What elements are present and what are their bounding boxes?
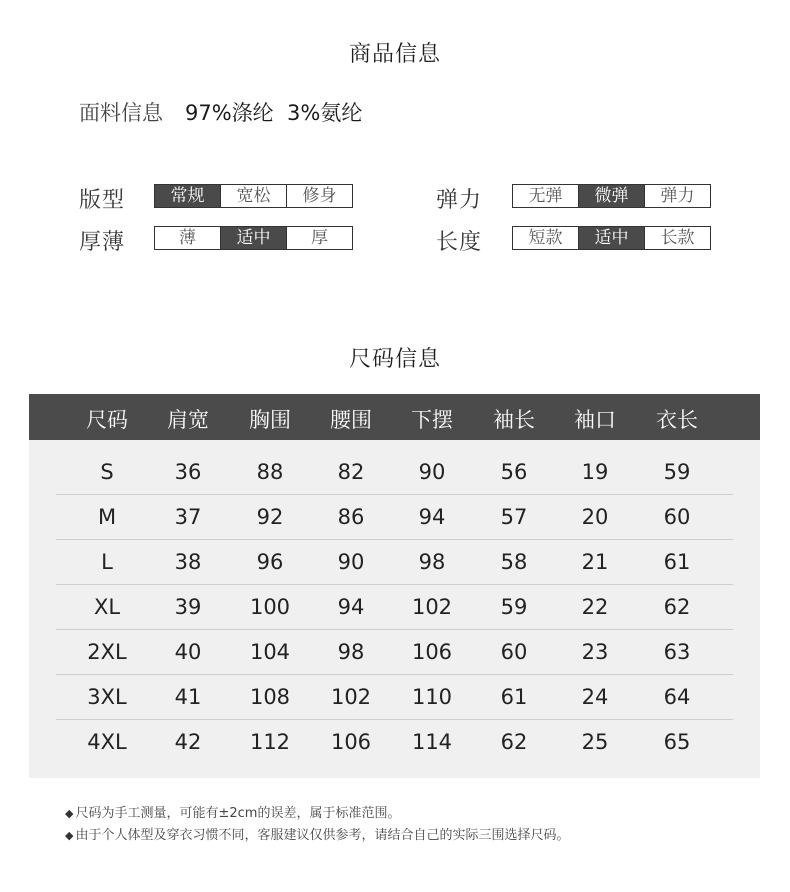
measurement-cell: 102 bbox=[330, 685, 372, 709]
measurement-cell: 20 bbox=[581, 505, 609, 529]
table-row bbox=[29, 585, 760, 630]
measurement-cell: 94 bbox=[418, 505, 446, 529]
table-row bbox=[29, 630, 760, 675]
elasticity-option-2: 微弹 bbox=[578, 185, 644, 207]
fabric-info bbox=[79, 97, 362, 127]
product-info-title: 商品信息 bbox=[348, 42, 441, 67]
measurement-cell: 94 bbox=[337, 595, 365, 619]
size-cell: 4XL bbox=[87, 730, 127, 754]
fit-option-3: 修身 bbox=[286, 185, 352, 207]
measurement-cell: 23 bbox=[581, 640, 609, 664]
header-cell: 腰围 bbox=[330, 408, 372, 432]
measurement-cell: 42 bbox=[174, 730, 202, 754]
measurement-cell: 110 bbox=[411, 685, 453, 709]
measurement-cell: 24 bbox=[581, 685, 609, 709]
header-cell: 下摆 bbox=[411, 408, 453, 432]
measurement-cell: 40 bbox=[174, 640, 202, 664]
note-text: 由于个人体型及穿衣习惯不同，客服建议仅供参考，请结合自己的实际三围选择尺码。 bbox=[75, 828, 570, 843]
measurement-cell: 92 bbox=[256, 505, 284, 529]
measurement-cell: 108 bbox=[249, 685, 291, 709]
measurement-cell: 86 bbox=[337, 505, 365, 529]
length-option-1: 短款 bbox=[528, 228, 563, 248]
measurement-cell: 100 bbox=[249, 595, 291, 619]
elasticity-option-1: 无弹 bbox=[528, 186, 563, 206]
thickness-option-3: 厚 bbox=[286, 227, 352, 249]
measurement-cell: 39 bbox=[174, 595, 202, 619]
elasticity-selector bbox=[512, 184, 711, 208]
measurement-cell: 61 bbox=[500, 685, 528, 709]
measurement-cell: 114 bbox=[411, 730, 453, 754]
measurement-cell: 106 bbox=[411, 640, 453, 664]
attr-label-elasticity: 弹力 bbox=[436, 188, 483, 213]
measurement-cell: 21 bbox=[581, 550, 609, 574]
fit-option-2: 宽松 bbox=[220, 185, 286, 207]
attr-label-thickness: 厚薄 bbox=[79, 230, 126, 255]
measurement-cell: 56 bbox=[500, 460, 528, 484]
header-cell: 袖长 bbox=[493, 408, 535, 432]
measurement-cell: 58 bbox=[500, 550, 528, 574]
elasticity-option-3: 弹力 bbox=[644, 185, 710, 207]
size-cell: M bbox=[97, 505, 117, 529]
table-row bbox=[29, 720, 760, 765]
size-info-title: 尺码信息 bbox=[348, 347, 441, 372]
measurement-cell: 63 bbox=[663, 640, 691, 664]
header-cell: 尺码 bbox=[86, 408, 128, 432]
attr-label-fit: 版型 bbox=[79, 188, 126, 213]
diamond-bullet-icon: ◆ bbox=[65, 829, 74, 842]
size-cell: S bbox=[100, 460, 114, 484]
measurement-cell: 59 bbox=[500, 595, 528, 619]
header-cell: 衣长 bbox=[656, 408, 698, 432]
measurement-cell: 102 bbox=[411, 595, 453, 619]
measurement-cell: 104 bbox=[249, 640, 291, 664]
size-table bbox=[29, 394, 760, 778]
measurement-cell: 96 bbox=[256, 550, 284, 574]
measurement-cell: 57 bbox=[500, 505, 528, 529]
size-cell: 2XL bbox=[87, 640, 127, 664]
table-row bbox=[29, 450, 760, 495]
size-cell: 3XL bbox=[87, 685, 127, 709]
measurement-cell: 60 bbox=[500, 640, 528, 664]
fabric-label: 面料信息 bbox=[79, 101, 163, 125]
size-cell: XL bbox=[93, 595, 121, 619]
measurement-cell: 88 bbox=[256, 460, 284, 484]
attr-label-length: 长度 bbox=[436, 230, 483, 255]
fit-option-1: 常规 bbox=[155, 185, 220, 207]
measurement-cell: 38 bbox=[174, 550, 202, 574]
measurement-cell: 36 bbox=[174, 460, 202, 484]
size-cell: L bbox=[101, 550, 113, 574]
measurement-cell: 37 bbox=[174, 505, 202, 529]
header-cell: 肩宽 bbox=[167, 408, 209, 432]
length-option-3: 长款 bbox=[644, 227, 710, 249]
measurement-cell: 19 bbox=[581, 460, 609, 484]
measurement-cell: 90 bbox=[418, 460, 446, 484]
measurement-cell: 60 bbox=[663, 505, 691, 529]
thickness-selector bbox=[154, 226, 353, 250]
measurement-cell: 61 bbox=[663, 550, 691, 574]
measurement-cell: 112 bbox=[249, 730, 291, 754]
fabric-value: 97%涤纶 3%氨纶 bbox=[185, 101, 363, 125]
length-option-2: 适中 bbox=[578, 227, 644, 249]
measurement-cell: 98 bbox=[337, 640, 365, 664]
measurement-cell: 41 bbox=[174, 685, 202, 709]
note-text: 尺码为手工测量，可能有±2cm的误差，属于标准范围。 bbox=[75, 806, 401, 821]
measurement-cell: 22 bbox=[581, 595, 609, 619]
diamond-bullet-icon: ◆ bbox=[65, 807, 74, 820]
header-cell: 胸围 bbox=[249, 408, 291, 432]
measurement-cell: 62 bbox=[500, 730, 528, 754]
table-row bbox=[29, 540, 760, 585]
size-table-header bbox=[29, 394, 760, 440]
note-2 bbox=[65, 824, 569, 843]
table-row bbox=[29, 675, 760, 720]
measurement-cell: 106 bbox=[330, 730, 372, 754]
measurement-cell: 65 bbox=[663, 730, 691, 754]
thickness-option-2: 适中 bbox=[220, 227, 286, 249]
measurement-cell: 59 bbox=[663, 460, 691, 484]
measurement-cell: 90 bbox=[337, 550, 365, 574]
measurement-cell: 25 bbox=[581, 730, 609, 754]
table-row bbox=[29, 495, 760, 540]
thickness-option-1: 薄 bbox=[179, 228, 196, 248]
measurement-cell: 82 bbox=[337, 460, 365, 484]
measurement-cell: 62 bbox=[663, 595, 691, 619]
measurement-cell: 64 bbox=[663, 685, 691, 709]
note-1 bbox=[65, 802, 400, 821]
measurement-cell: 98 bbox=[418, 550, 446, 574]
fit-selector bbox=[154, 184, 353, 208]
header-cell: 袖口 bbox=[574, 408, 616, 432]
length-selector bbox=[512, 226, 711, 250]
